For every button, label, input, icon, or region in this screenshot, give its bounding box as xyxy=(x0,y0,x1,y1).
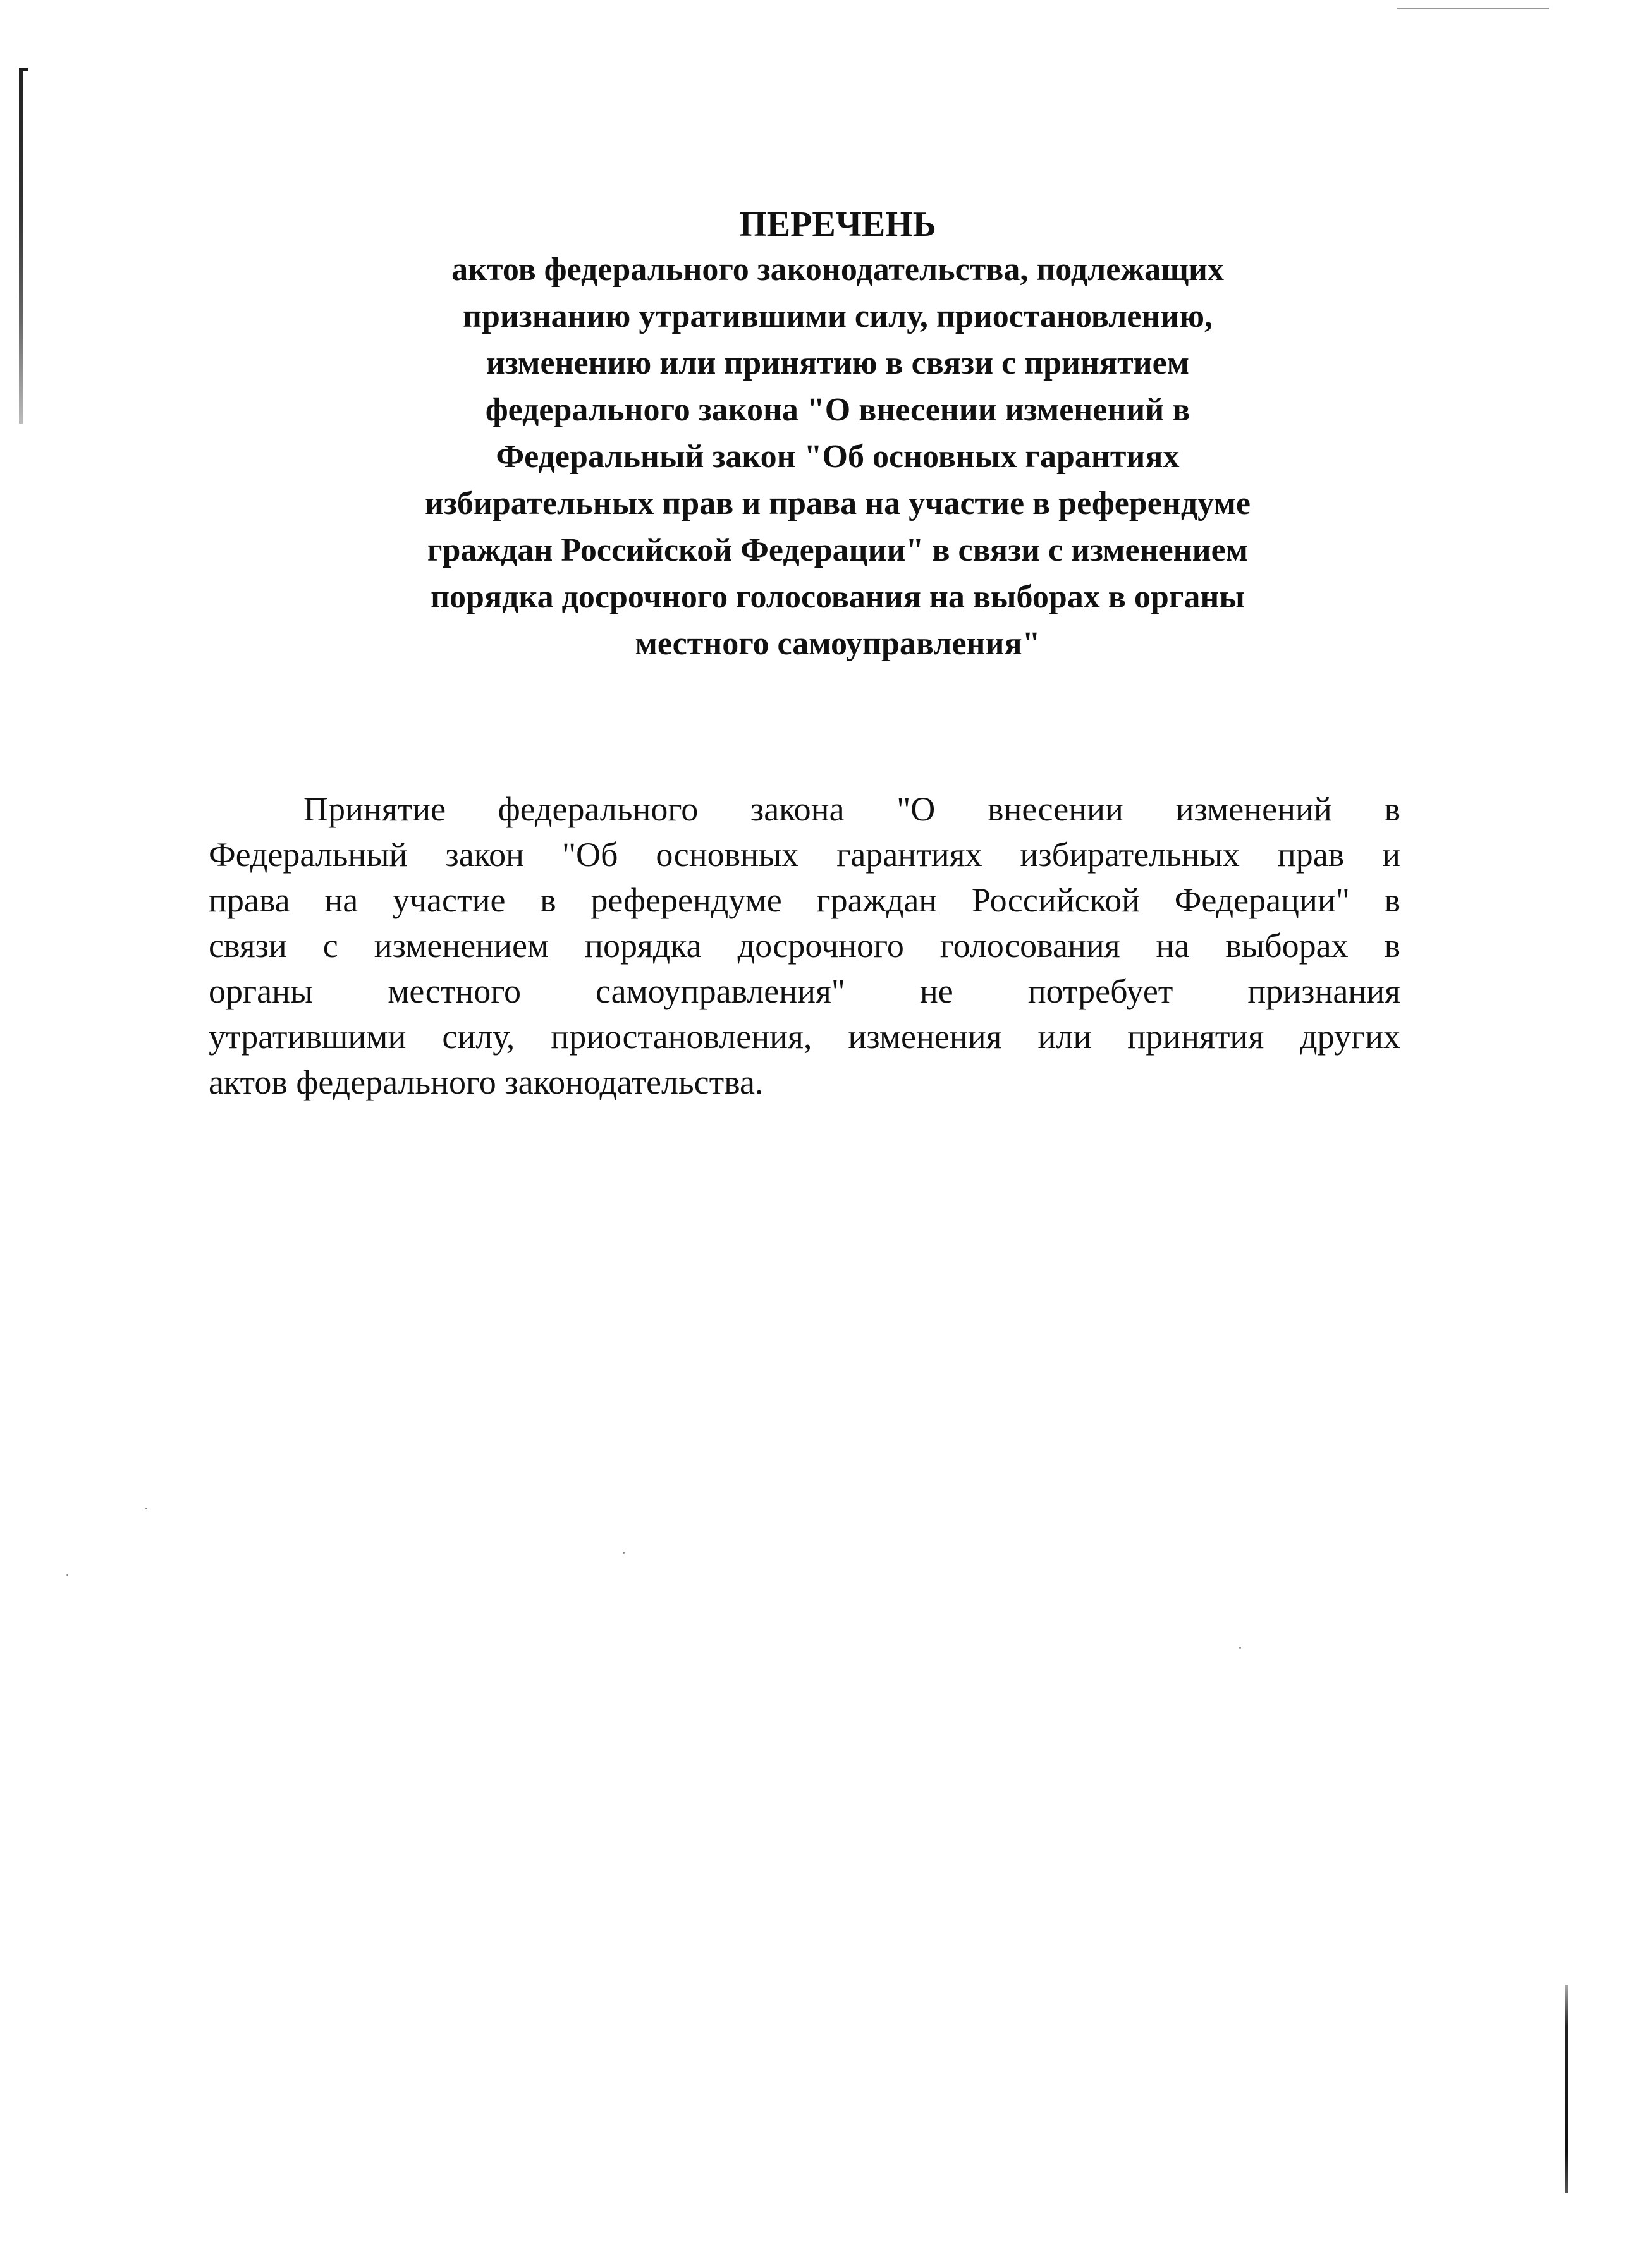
subtitle-line: признанию утратившими силу, приостановлению, xyxy=(462,298,1213,334)
subtitle-line: порядка досрочного голосования на выборах в органы xyxy=(431,579,1245,615)
body-line: актов федерального законодательства. xyxy=(209,1063,764,1101)
scan-artifact-top-rule xyxy=(1397,8,1549,9)
body-line: Принятие федерального закона "О внесении изменений в xyxy=(303,790,1400,828)
scan-speck xyxy=(623,1552,625,1554)
body-paragraph xyxy=(209,786,1400,1105)
scan-speck xyxy=(145,1508,147,1509)
subtitle-line: местного самоуправления" xyxy=(635,626,1041,662)
subtitle-line: избирательных прав и права на участие в референдуме xyxy=(425,485,1251,521)
document-title: ПЕРЕЧЕНЬ xyxy=(739,205,936,244)
document-subtitle xyxy=(354,247,1321,668)
subtitle-line: федерального закона "О внесении изменений в xyxy=(485,392,1190,428)
scan-speck xyxy=(1239,1647,1241,1649)
document-heading xyxy=(354,202,1321,668)
scan-artifact-right-edge xyxy=(1565,1985,1568,2193)
scan-artifact-left-edge xyxy=(19,70,23,424)
subtitle-line: граждан Российской Федерации" в связи с изменением xyxy=(427,532,1249,568)
subtitle-line: актов федерального законодательства, подлежащих xyxy=(451,252,1224,288)
body-line: Федеральный закон "Об основных гарантиях избирательных прав и xyxy=(209,836,1400,874)
scan-speck xyxy=(66,1574,68,1576)
body-line: права на участие в референдуме граждан Российской Федерации" в xyxy=(209,881,1400,919)
subtitle-line: Федеральный закон "Об основных гарантиях xyxy=(496,439,1180,475)
body-line: утратившими силу, приостановления, изменения или принятия других xyxy=(209,1018,1400,1056)
body-line: связи с изменением порядка досрочного голосования на выборах в xyxy=(209,927,1400,965)
body-line: органы местного самоуправления" не потребует признания xyxy=(209,972,1400,1010)
subtitle-line: изменению или принятию в связи с принятием xyxy=(486,345,1190,381)
